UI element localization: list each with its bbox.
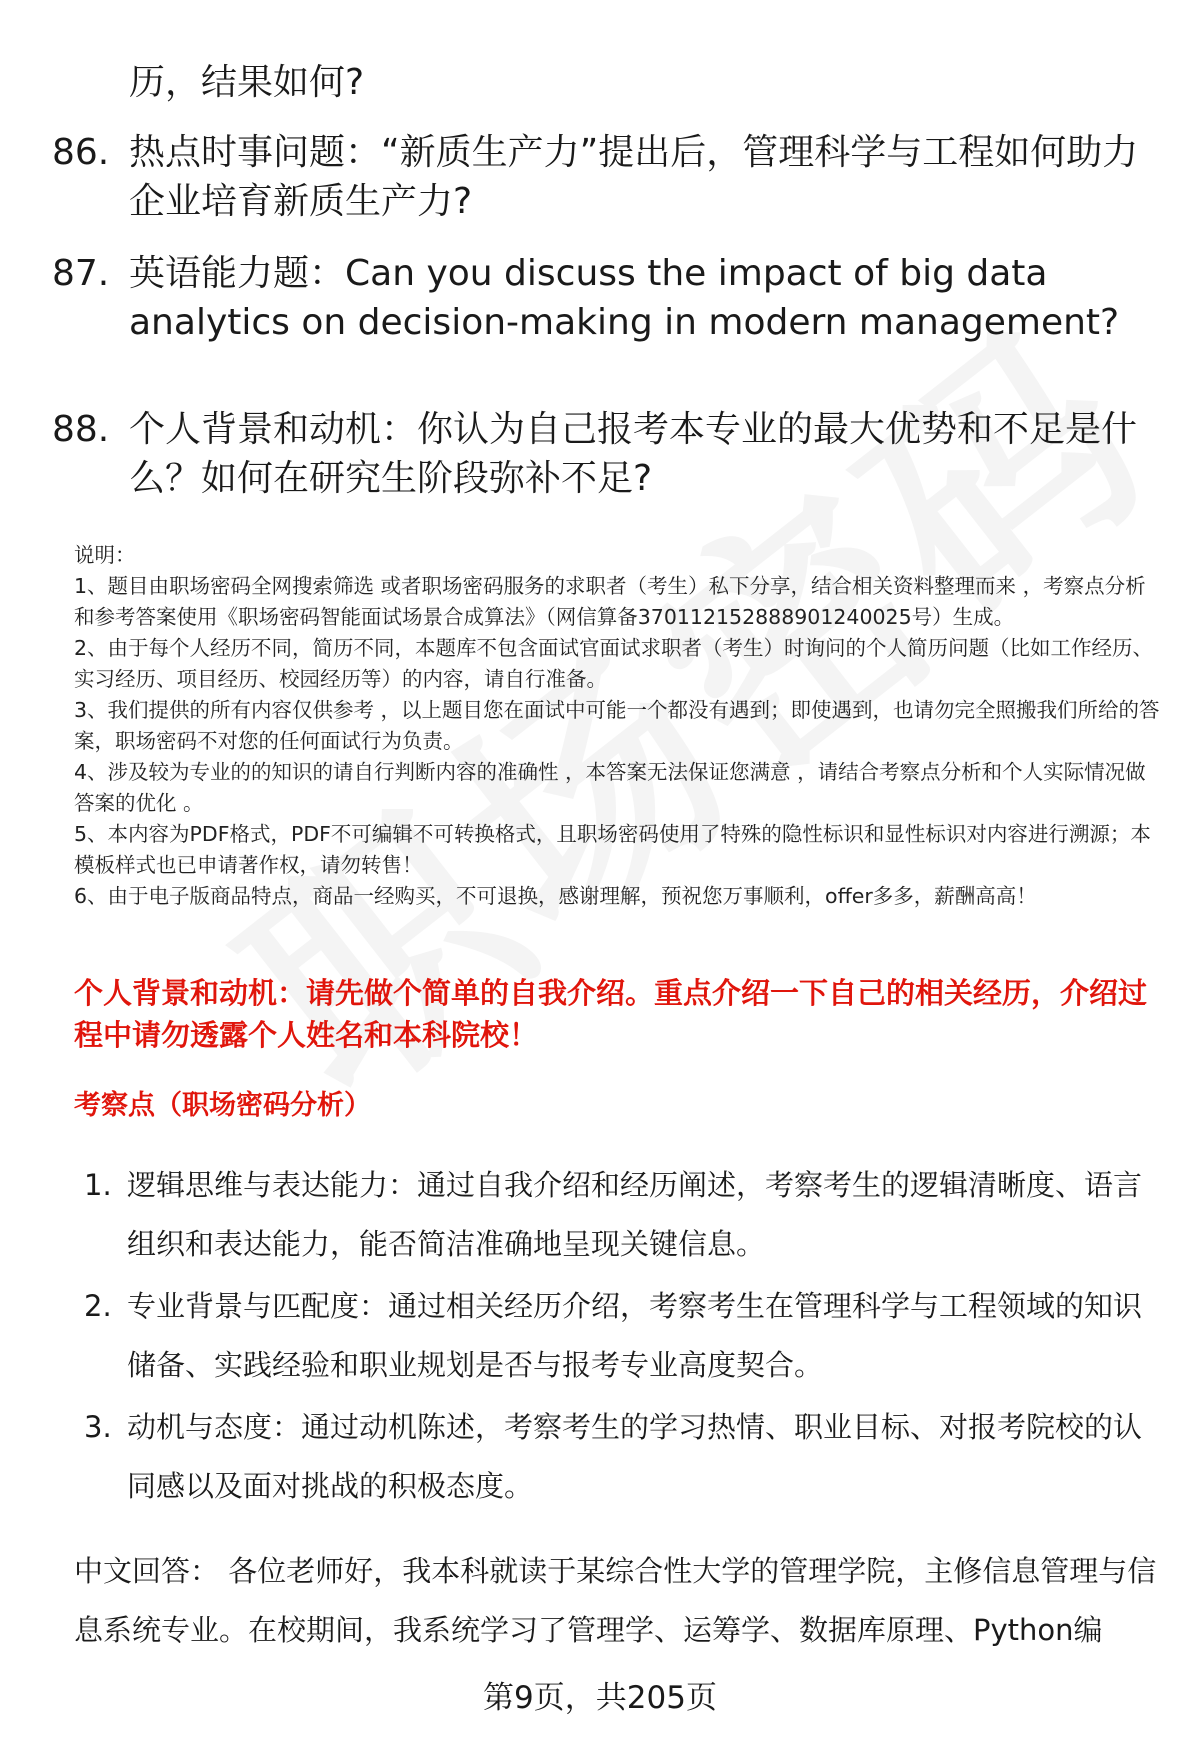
note-item: 1、题目由职场密码全网搜索筛选 或者职场密码服务的求职者（考生）私下分享，结合相关资料整理而来 ，考察点分析和参考答案使用《职场密码智能面试场景合成算法》（网信算备370112152888901240025号）生成。 bbox=[74, 574, 1146, 629]
question-86 bbox=[52, 128, 1162, 226]
question-text: 热点时事问题：“新质生产力”提出后，管理科学与工程如何助力企业培育新质生产力? bbox=[129, 132, 1139, 222]
analysis-point bbox=[74, 1398, 1154, 1516]
question-88 bbox=[52, 405, 1162, 503]
note-item: 4、涉及较为专业的的知识的请自行判断内容的准确性 ，本答案无法保证您满意 ，请结合考察点分析和个人实际情况做答案的优化 。 bbox=[74, 760, 1146, 815]
question-number: 88. bbox=[52, 409, 110, 450]
note-item: 3、我们提供的所有内容仅供参考 ，以上题目您在面试中可能一个都没有遇到；即使遇到，也请勿完全照搬我们所给的答案，职场密码不对您的任何面试行为负责。 bbox=[74, 698, 1160, 753]
point-text: 动机与态度：通过动机陈述，考察考生的学习热情、职业目标、对报考院校的认同感以及面对挑战的积极态度。 bbox=[127, 1410, 1143, 1503]
point-text: 逻辑思维与表达能力：通过自我介绍和经历阐述，考察考生的逻辑清晰度、语言组织和表达能力，能否简洁准确地呈现关键信息。 bbox=[127, 1168, 1143, 1261]
question-text: 个人背景和动机：你认为自己报考本专业的最大优势和不足是什么？如何在研究生阶段弥补不足? bbox=[129, 409, 1138, 499]
question-87 bbox=[52, 249, 1162, 347]
note-item: 2、由于每个人经历不同，简历不同，本题库不包含面试官面试求职者（考生）时询问的个人简历问题（比如工作经历、实习经历、项目经历、校园经历等）的内容，请自行准备。 bbox=[74, 636, 1154, 691]
point-number: 1. bbox=[84, 1168, 112, 1202]
page-number: 第9页，共205页 bbox=[483, 1680, 717, 1716]
analysis-points bbox=[74, 1156, 1154, 1519]
analysis-point bbox=[74, 1277, 1154, 1395]
disclaimer-notes bbox=[74, 540, 1164, 912]
question-85-continuation bbox=[52, 58, 1162, 107]
question-number: 87. bbox=[52, 253, 110, 294]
note-item: 5、本内容为PDF格式，PDF不可编辑不可转换格式，且职场密码使用了特殊的隐性标识和显性标识对内容进行溯源；本模板样式也已申请著作权，请勿转售！ bbox=[74, 822, 1151, 877]
question-text: 历，结果如何? bbox=[129, 62, 365, 103]
analysis-title: 考察点（职场密码分析） bbox=[74, 1090, 371, 1121]
analysis-point bbox=[74, 1156, 1154, 1274]
question-number: 86. bbox=[52, 132, 110, 173]
notes-heading: 说明： bbox=[74, 543, 136, 567]
point-number: 2. bbox=[84, 1289, 112, 1323]
note-item: 6、由于电子版商品特点，商品一经购买，不可退换，感谢理解，预祝您万事顺利，offer多多，薪酬高高！ bbox=[74, 884, 1037, 908]
point-text: 专业背景与匹配度：通过相关经历介绍，考察考生在管理科学与工程领域的知识储备、实践经验和职业规划是否与报考专业高度契合。 bbox=[127, 1289, 1143, 1382]
question-text: 英语能力题：Can you discuss the impact of big data analytics on decision-making in modern management? bbox=[129, 253, 1120, 343]
answer-text: 中文回答： 各位老师好，我本科就读于某综合性大学的管理学院，主修信息管理与信息系统专业。在校期间，我系统学习了管理学、运筹学、数据库原理、Python编 bbox=[74, 1554, 1157, 1647]
interview-question-title: 个人背景和动机：请先做个简单的自我介绍。重点介绍一下自己的相关经历，介绍过程中请勿透露个人姓名和本科院校！ bbox=[74, 976, 1148, 1052]
chinese-answer bbox=[74, 1542, 1164, 1660]
point-number: 3. bbox=[84, 1410, 112, 1444]
